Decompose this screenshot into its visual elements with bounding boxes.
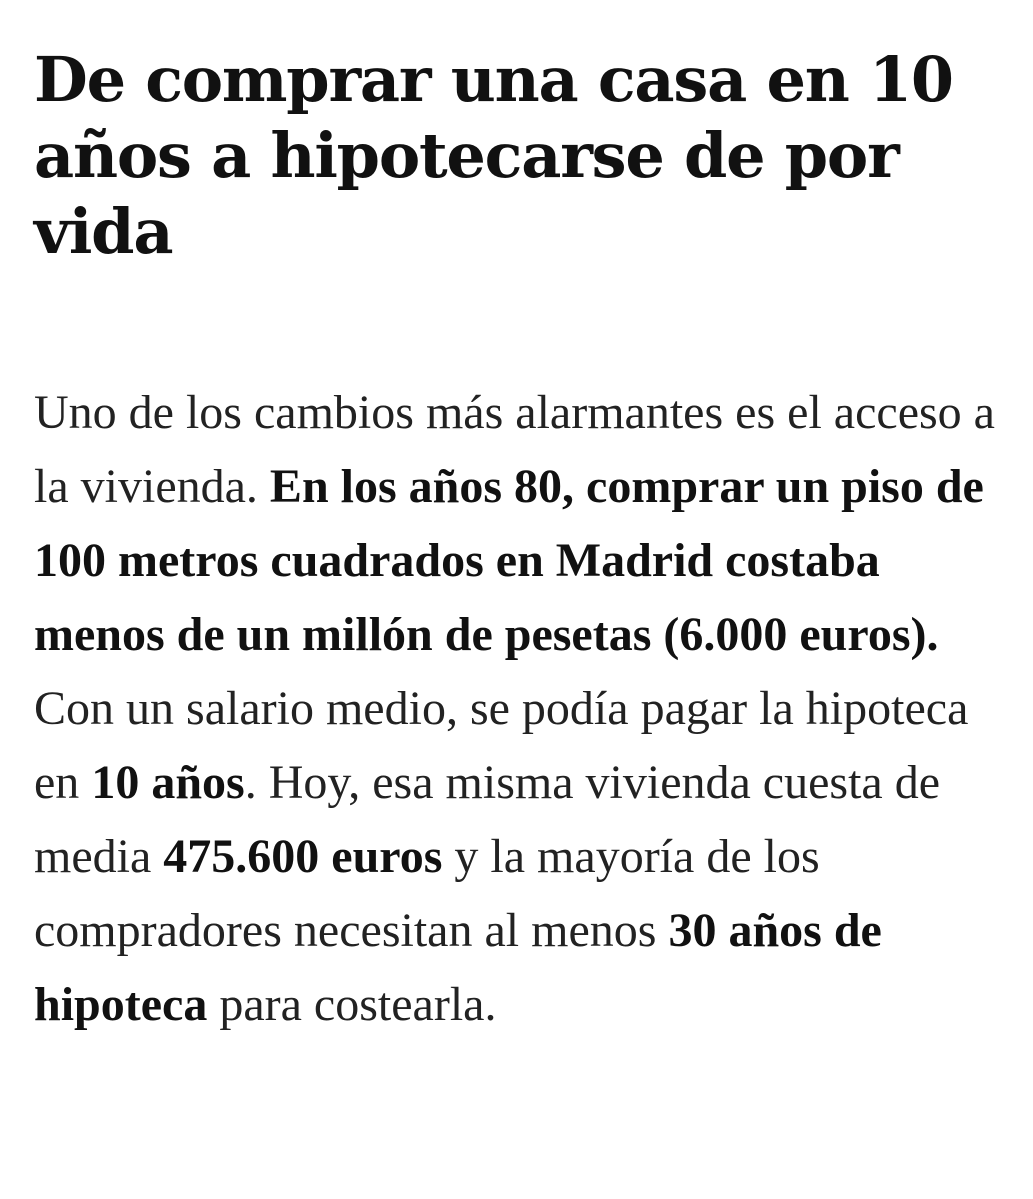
paragraph-text: Uno de los cambios más alarmantes es el acceso a la vivienda. xyxy=(34,386,995,513)
article-headline: De comprar una casa en 10 años a hipotecarse de por vida xyxy=(34,43,953,268)
paragraph-highlight: En los años 80, comprar un piso de 100 metros cuadrados en Madrid costaba menos de un millón de pesetas (6.000 euros). xyxy=(34,460,984,661)
paragraph-text: para costearla. xyxy=(207,978,497,1031)
article-paragraph xyxy=(34,376,999,1042)
paragraph-highlight: 10 años xyxy=(91,756,245,809)
paragraph-text: y la mayoría de los compradores necesitan al menos xyxy=(34,830,820,957)
paragraph-highlight: 475.600 euros xyxy=(163,830,443,883)
paragraph-highlight: 30 años de hipoteca xyxy=(34,904,882,1031)
paragraph-text: . Hoy, esa misma vivienda cuesta de media xyxy=(34,756,941,883)
paragraph-text: Con un salario medio, se podía pagar la hipoteca en xyxy=(34,682,969,809)
